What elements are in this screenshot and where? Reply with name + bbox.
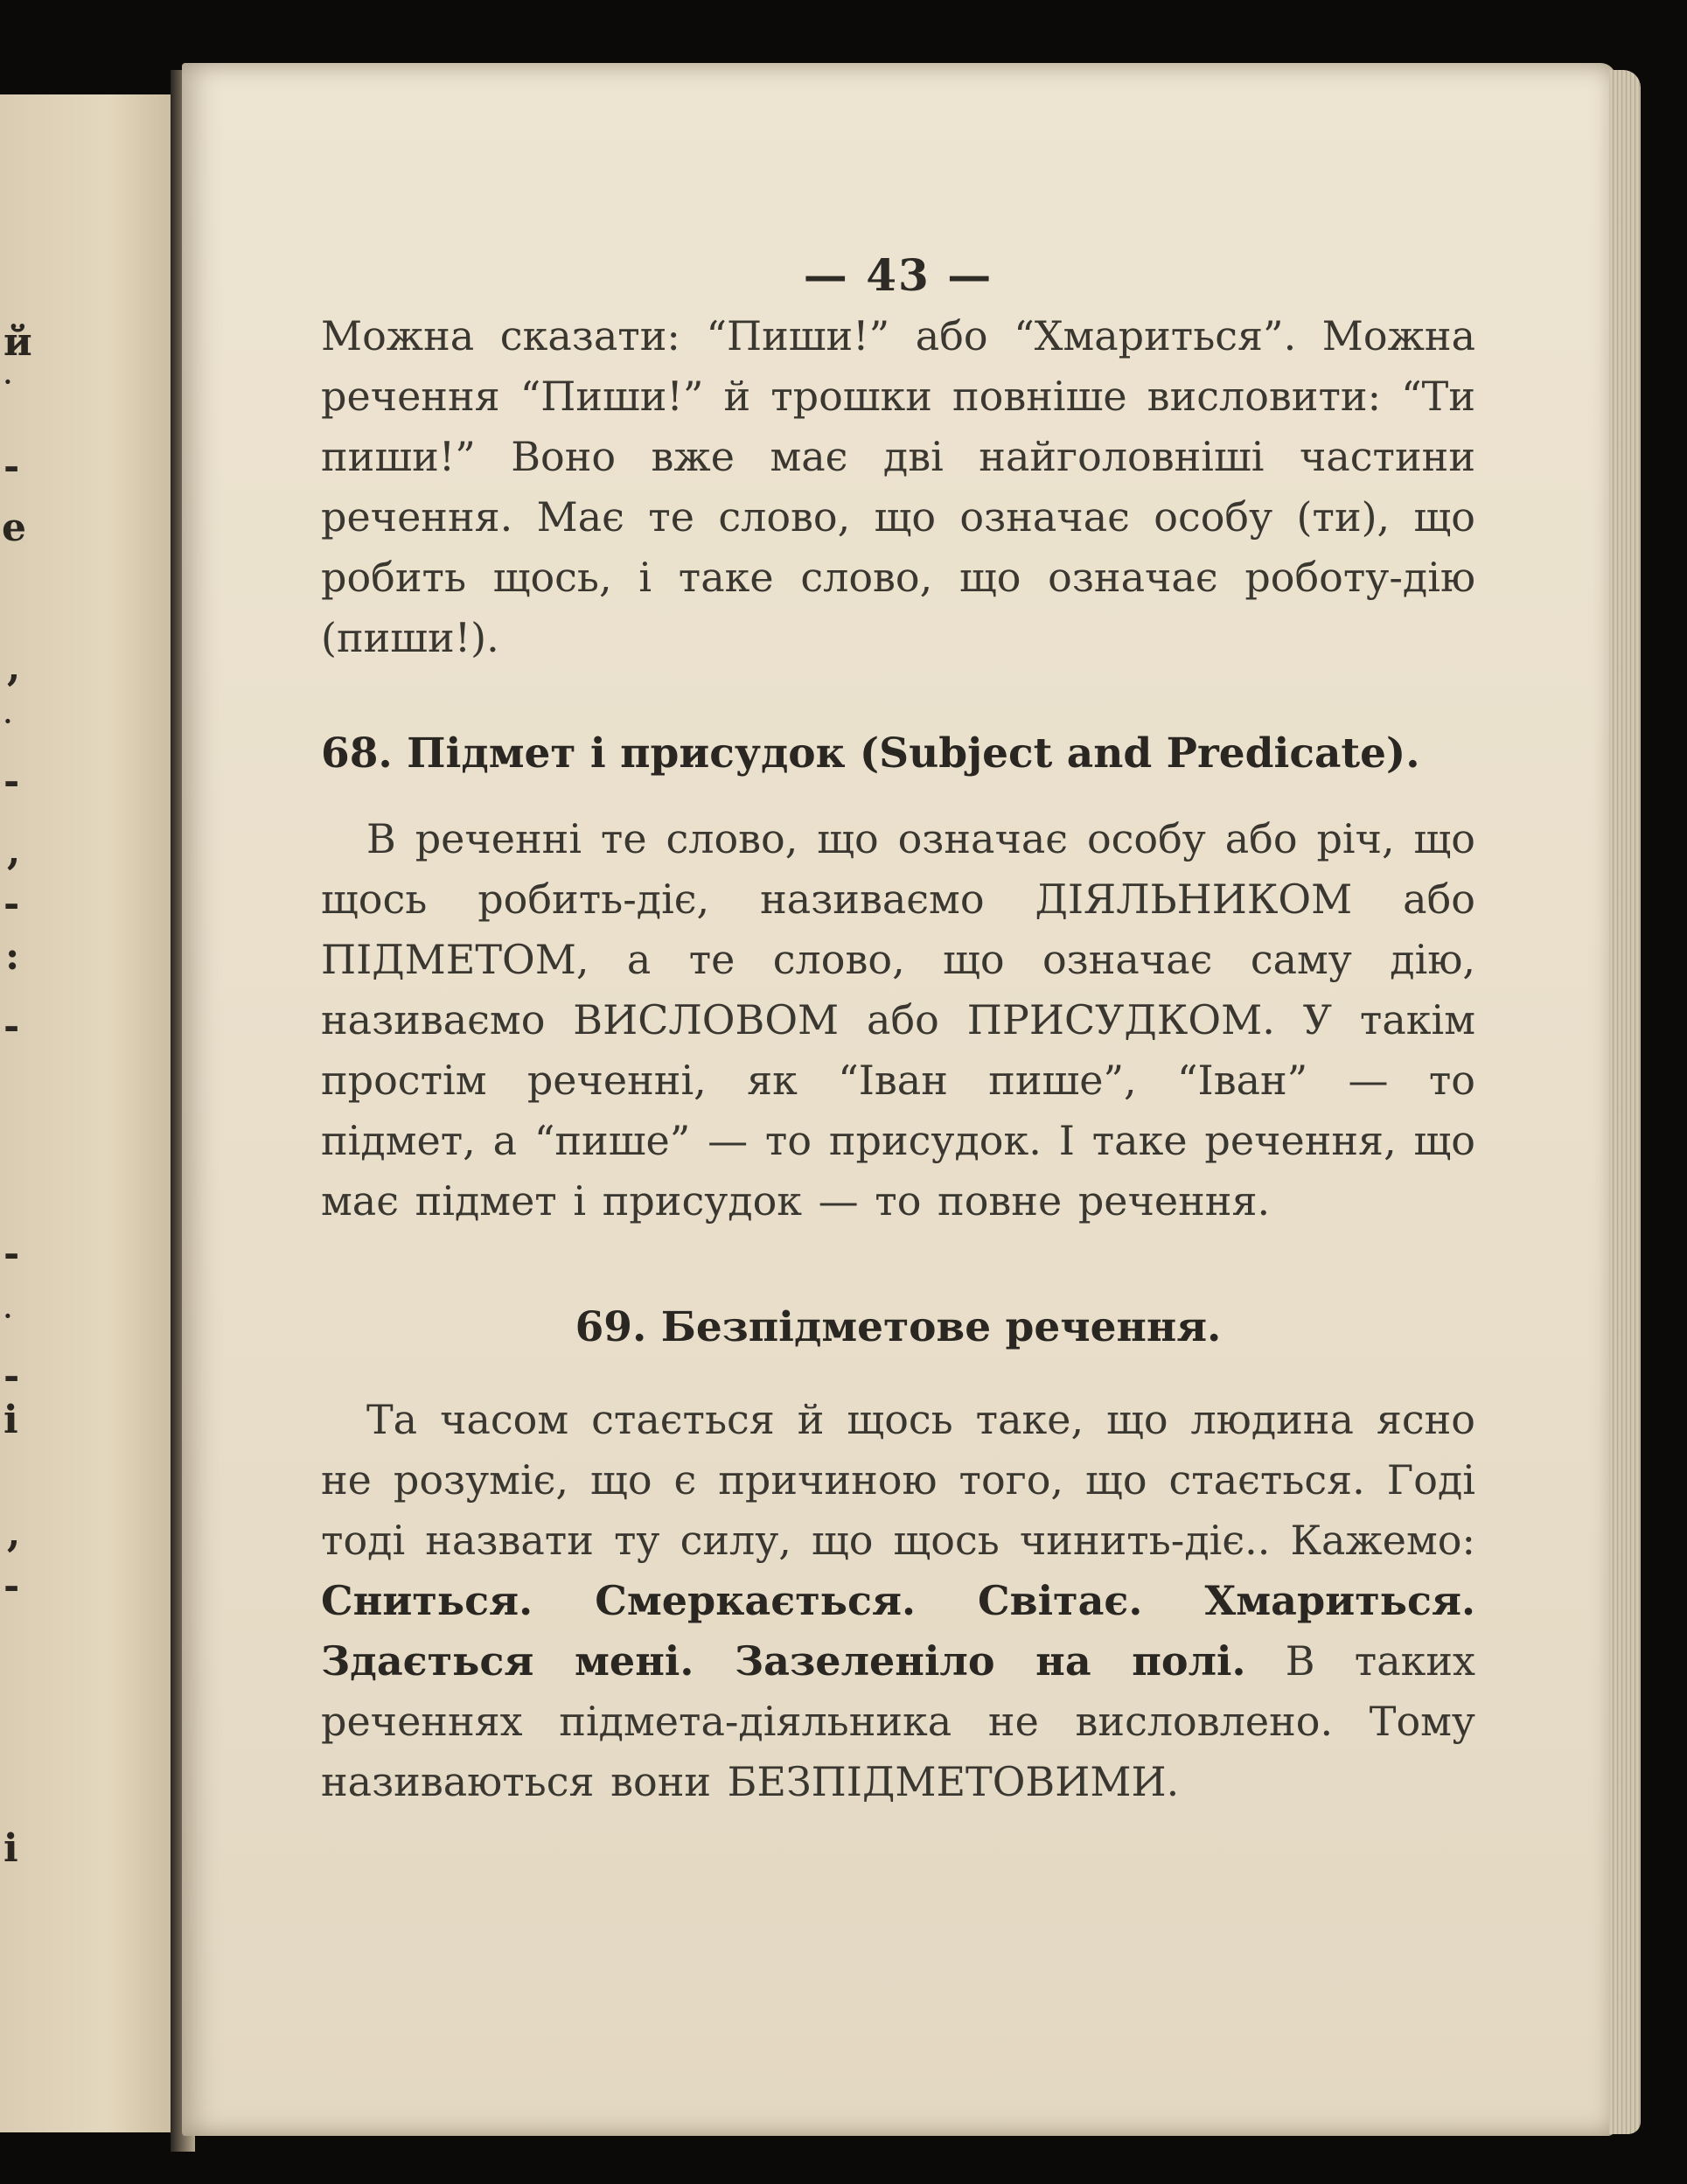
left-edge-char: ·: [3, 1301, 12, 1330]
left-edge-char: ,: [7, 829, 21, 874]
left-edge-char: ,: [7, 645, 21, 690]
left-edge-char: й: [3, 320, 32, 365]
left-edge-char: е: [2, 506, 26, 550]
left-edge-char: -: [3, 1564, 20, 1608]
section-69-text-start: Та часом стається й щось таке, що людина ясно не розуміє, що є причиною того, що стається. Годі тоді назвати ту силу, що щось чинить-діє.. Кажемо:: [321, 1396, 1475, 1564]
intro-paragraph: Можна сказати: “Пиши!” або “Хмариться”. Можна речення “Пиши!” й трошки повніше висловити: “Ти пиши!” Воно вже має дві найголовніші частини речення. Має те слово, що означає особу (ти), що робить щось, і таке слово, що означає роботу-дію (пиши!).: [321, 312, 1475, 661]
section-69-paragraph: [321, 1390, 1475, 1812]
section-69-examples: Сниться. Смеркається. Світає. Хмариться. Здається мені. Зазеленіло на полі.: [321, 1577, 1475, 1685]
left-page: [0, 94, 179, 2132]
section-68-heading: 68. Підмет і присудок (Subject and Predicate).: [321, 729, 1420, 778]
left-edge-char: :: [5, 934, 20, 979]
left-edge-char: ·: [3, 707, 12, 736]
page-edges: [1609, 70, 1641, 2134]
left-edge-char: -: [3, 882, 20, 926]
left-edge-char: і: [3, 1826, 18, 1871]
left-edge-char: -: [3, 759, 20, 804]
left-edge-char: -: [3, 1232, 20, 1276]
left-edge-char: -: [3, 1354, 20, 1399]
page-content: [321, 249, 1475, 1812]
page-number: — 43 —: [803, 249, 993, 301]
section-68-paragraph: В реченні те слово, що означає особу або річ, що щось робить-діє, називаємо ДІЯЛЬНИКОМ або ПІДМЕТОМ, а те слово, що означає саму дію, називаємо ВИСЛОВОМ або ПРИСУДКОМ. У такім простім реченні, як “Іван пише”, “Іван” — то підмет, а “пише” — то присудок. І таке речення, що має підмет і присудок — то повне речення.: [321, 815, 1475, 1225]
left-edge-char: ·: [3, 367, 12, 396]
left-edge-char: -: [3, 444, 20, 489]
left-edge-char: -: [3, 1004, 20, 1049]
section-69-heading: 69. Безпідметове речення.: [575, 1303, 1222, 1351]
left-edge-char: ,: [7, 1511, 21, 1556]
left-edge-char: і: [3, 1398, 18, 1442]
section-69-text-end: В таких реченнях підмета-діяльника не висловлено. Тому називаються вони БЕЗПІДМЕТОВИМИ.: [321, 1637, 1475, 1805]
